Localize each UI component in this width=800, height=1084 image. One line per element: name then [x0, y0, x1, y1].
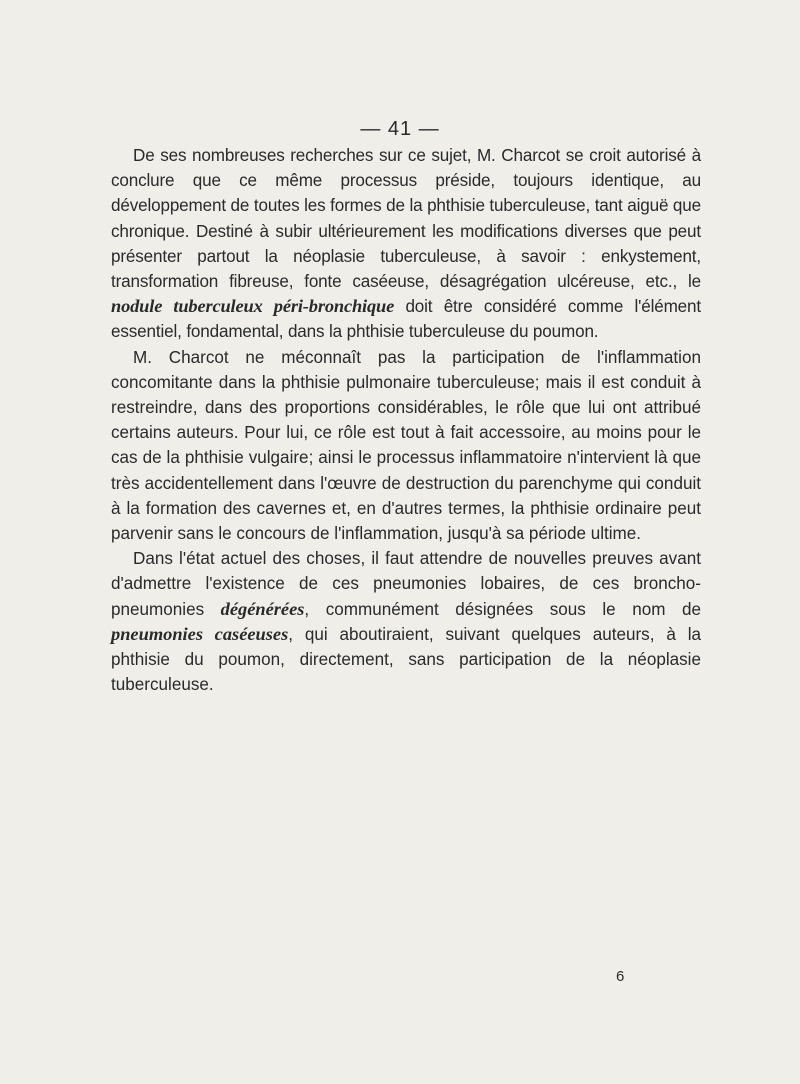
paragraph-3-text-b: , communément désignées sous le nom de	[304, 599, 701, 619]
page-number: — 41 —	[360, 118, 440, 140]
paragraph-1-emphasis: nodule tuberculeux péri-bronchique	[111, 296, 395, 317]
paragraph-1	[111, 143, 701, 345]
paragraph-3-emphasis-2: pneumonies caséeuses	[111, 623, 289, 644]
paragraph-2-text: M. Charcot ne méconnaît pas la participation de l'inflammation concomitante dans la phthisie pulmonaire tuberculeuse; mais il est conduit à restreindre, dans des proportions considérables, le rôle que lui ont attribué certains auteurs. Pour lui, ce rôle est tout à fait accessoire, au moins pour le cas de la phthisie vulgaire; ainsi le processus inflammatoire n'intervient là que très accidentellement dans l'œuvre de destruction du parenchyme qui conduit à la formation des cavernes et, en d'autres termes, la phthisie ordinaire peut parvenir sans le concours de l'inflammation, jusqu'à sa période ultime.	[111, 347, 701, 544]
paragraph-3	[111, 546, 701, 697]
paragraph-3-text-a: Dans l'état actuel des choses, il faut attendre de nouvelles preuves avant d'admettre l'existence de ces pneumonies lobaires, de ces broncho-pneumonies	[111, 549, 701, 619]
signature-mark: 6	[616, 968, 625, 985]
paragraph-1-text-b: doit être considéré comme l'élément essentiel, fondamental, dans la phthisie tuberculeuse du poumon.	[111, 297, 701, 342]
body-text	[111, 143, 701, 697]
paragraph-1-text-a: De ses nombreuses recherches sur ce sujet, M. Charcot se croit autorisé à conclure que ce même processus préside, toujours identique, au développement de toutes les formes de la phthisie tuberculeuse, tant aiguë que chronique. Destiné à subir ultérieurement les modifications diverses que peut présenter partout la néoplasie tuberculeuse, à savoir : enkystement, transformation fibreuse, fonte caséeuse, désagrégation ulcéreuse, etc., le	[111, 146, 701, 292]
paragraph-3-emphasis-1: dégénérées	[220, 598, 305, 619]
paragraph-3-text-c: , qui aboutiraient, suivant quelques auteurs, à la phthisie du poumon, directement, sans participation de la néoplasie tuberculeuse.	[111, 624, 701, 695]
paragraph-2	[111, 345, 701, 547]
